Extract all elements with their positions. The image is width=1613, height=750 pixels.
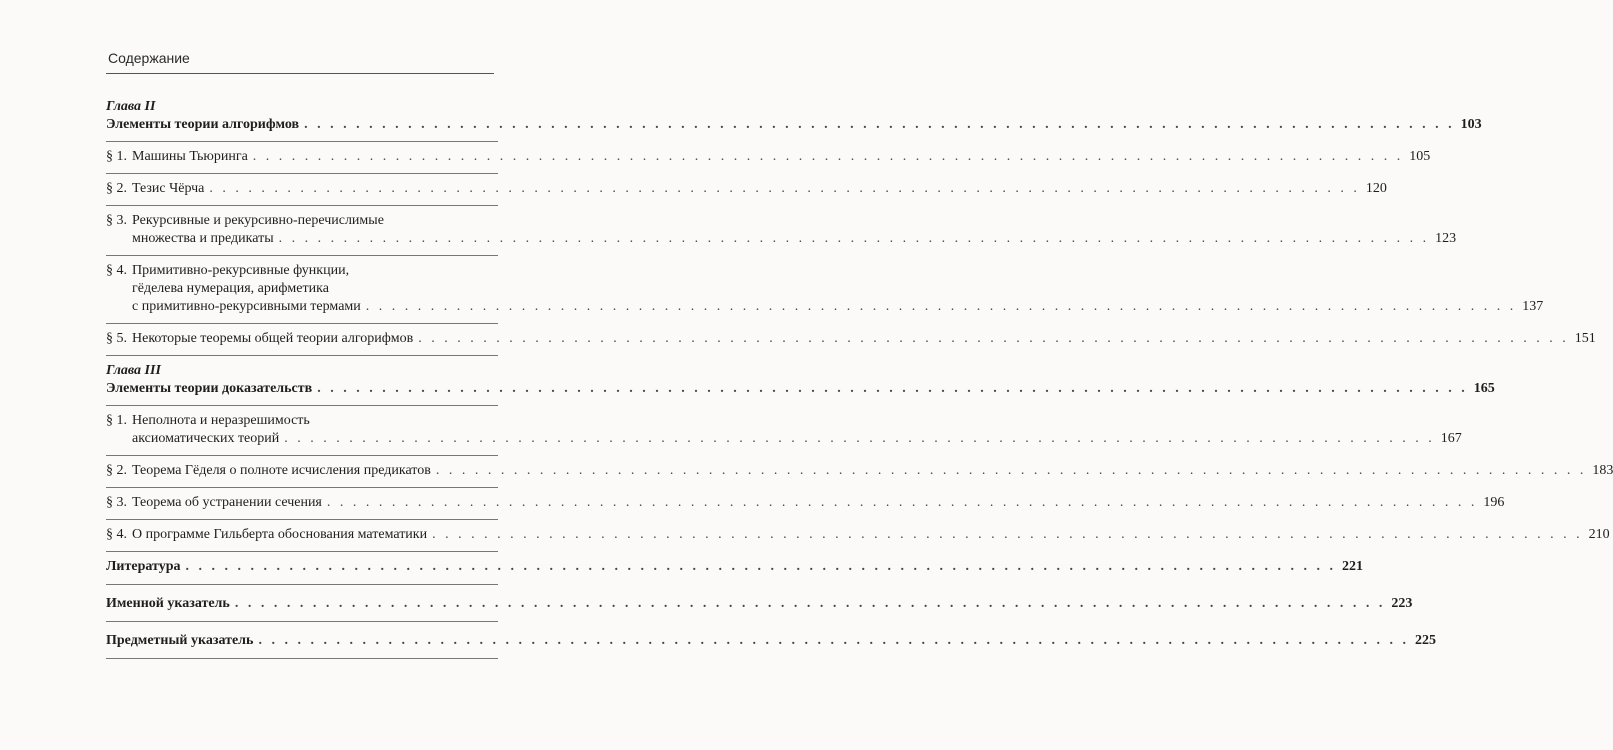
- toc-entry[interactable]: [106, 262, 1544, 316]
- dot-leader: [327, 494, 1478, 512]
- dot-leader: [304, 116, 1455, 134]
- page-number: 167: [1440, 431, 1462, 446]
- divider: [106, 621, 498, 622]
- back-matter: [106, 558, 1436, 659]
- table-of-contents: [106, 98, 1613, 659]
- header-rule: [106, 73, 494, 74]
- back-matter-entry[interactable]: [106, 632, 1436, 650]
- page-number: 105: [1409, 149, 1431, 164]
- divider: [106, 141, 498, 142]
- page-number: 151: [1574, 331, 1596, 346]
- page-number: 223: [1391, 596, 1413, 611]
- page-number: 210: [1588, 527, 1610, 542]
- page-number: 123: [1435, 231, 1457, 246]
- section-number: § 3.: [106, 213, 127, 228]
- page-number: 120: [1365, 181, 1387, 196]
- section-title: Примитивно-рекурсивные функции,: [132, 263, 350, 278]
- page-number: 221: [1342, 559, 1363, 574]
- chapter-label: Глава II: [106, 99, 156, 114]
- divider: [106, 205, 498, 206]
- divider: [106, 355, 498, 356]
- divider: [106, 323, 498, 324]
- back-matter-entry[interactable]: [106, 595, 1413, 613]
- dot-leader: [418, 330, 1569, 348]
- dot-leader: [209, 180, 1360, 198]
- divider: [106, 455, 498, 456]
- section-number: § 1.: [106, 413, 127, 428]
- dot-leader: [258, 632, 1409, 650]
- dot-leader: [279, 230, 1430, 248]
- toc-entry[interactable]: [106, 494, 1505, 512]
- divider: [106, 519, 498, 520]
- toc-entry[interactable]: [106, 526, 1610, 544]
- chapter-3: [106, 362, 1613, 552]
- chapter-title-row[interactable]: [106, 116, 1482, 134]
- section-title: Рекурсивные и рекурсивно-перечислимые: [132, 213, 384, 228]
- divider: [106, 584, 498, 585]
- entry-title: Литература: [106, 559, 181, 574]
- section-number: § 1.: [106, 149, 127, 164]
- page-number: 103: [1460, 117, 1482, 132]
- section-title: Теорема об устранении сечения: [132, 495, 322, 510]
- page-number: 165: [1473, 381, 1495, 396]
- divider: [106, 551, 498, 552]
- running-head: Содержание: [108, 50, 190, 66]
- chapter-title: Элементы теории алгорифмов: [106, 117, 300, 132]
- chapter-label: Глава III: [106, 363, 161, 378]
- section-title-cont: гёделева нумерация, арифметика: [132, 281, 329, 296]
- section-number: § 5.: [106, 331, 127, 346]
- divider: [106, 173, 498, 174]
- dot-leader: [284, 430, 1435, 448]
- section-number: § 3.: [106, 495, 127, 510]
- divider: [106, 405, 498, 406]
- dot-leader: [366, 298, 1517, 316]
- chapter-2: [106, 98, 1596, 356]
- section-number: § 2.: [106, 181, 127, 196]
- section-title: Тезис Чёрча: [132, 181, 205, 196]
- toc-entry[interactable]: [106, 330, 1596, 348]
- divider: [106, 487, 498, 488]
- toc-entry[interactable]: [106, 412, 1462, 448]
- toc-entry[interactable]: [106, 148, 1431, 166]
- page-number: 196: [1483, 495, 1505, 510]
- section-title: О программе Гильберта обоснования математики: [132, 527, 428, 542]
- section-number: § 2.: [106, 463, 127, 478]
- entry-title: Предметный указатель: [106, 633, 254, 648]
- dot-leader: [317, 380, 1468, 398]
- section-title-cont: аксиоматических теорий: [132, 431, 280, 446]
- toc-entry[interactable]: [106, 462, 1613, 480]
- dot-leader: [432, 526, 1583, 544]
- divider: [106, 658, 498, 659]
- section-title-cont: с примитивно-рекурсивными термами: [132, 299, 361, 314]
- toc-entry[interactable]: [106, 180, 1387, 198]
- entry-title: Именной указатель: [106, 596, 230, 611]
- section-title: Неполнота и неразрешимость: [132, 413, 310, 428]
- section-number: § 4.: [106, 263, 127, 278]
- section-title: Теорема Гёделя о полноте исчисления предикатов: [132, 463, 431, 478]
- section-title: Машины Тьюринга: [132, 149, 248, 164]
- section-title: Некоторые теоремы общей теории алгорифмов: [132, 331, 414, 346]
- dot-leader: [186, 558, 1337, 576]
- divider: [106, 255, 498, 256]
- dot-leader: [253, 148, 1404, 166]
- chapter-title-row[interactable]: [106, 380, 1495, 398]
- dot-leader: [436, 462, 1587, 480]
- page-number: 137: [1522, 299, 1544, 314]
- page-number: 183: [1592, 463, 1613, 478]
- toc-entry[interactable]: [106, 212, 1457, 248]
- page-number: 225: [1414, 633, 1436, 648]
- dot-leader: [235, 595, 1386, 613]
- back-matter-entry[interactable]: [106, 558, 1363, 576]
- chapter-title: Элементы теории доказательств: [106, 381, 313, 396]
- section-title-cont: множества и предикаты: [132, 231, 274, 246]
- section-number: § 4.: [106, 527, 127, 542]
